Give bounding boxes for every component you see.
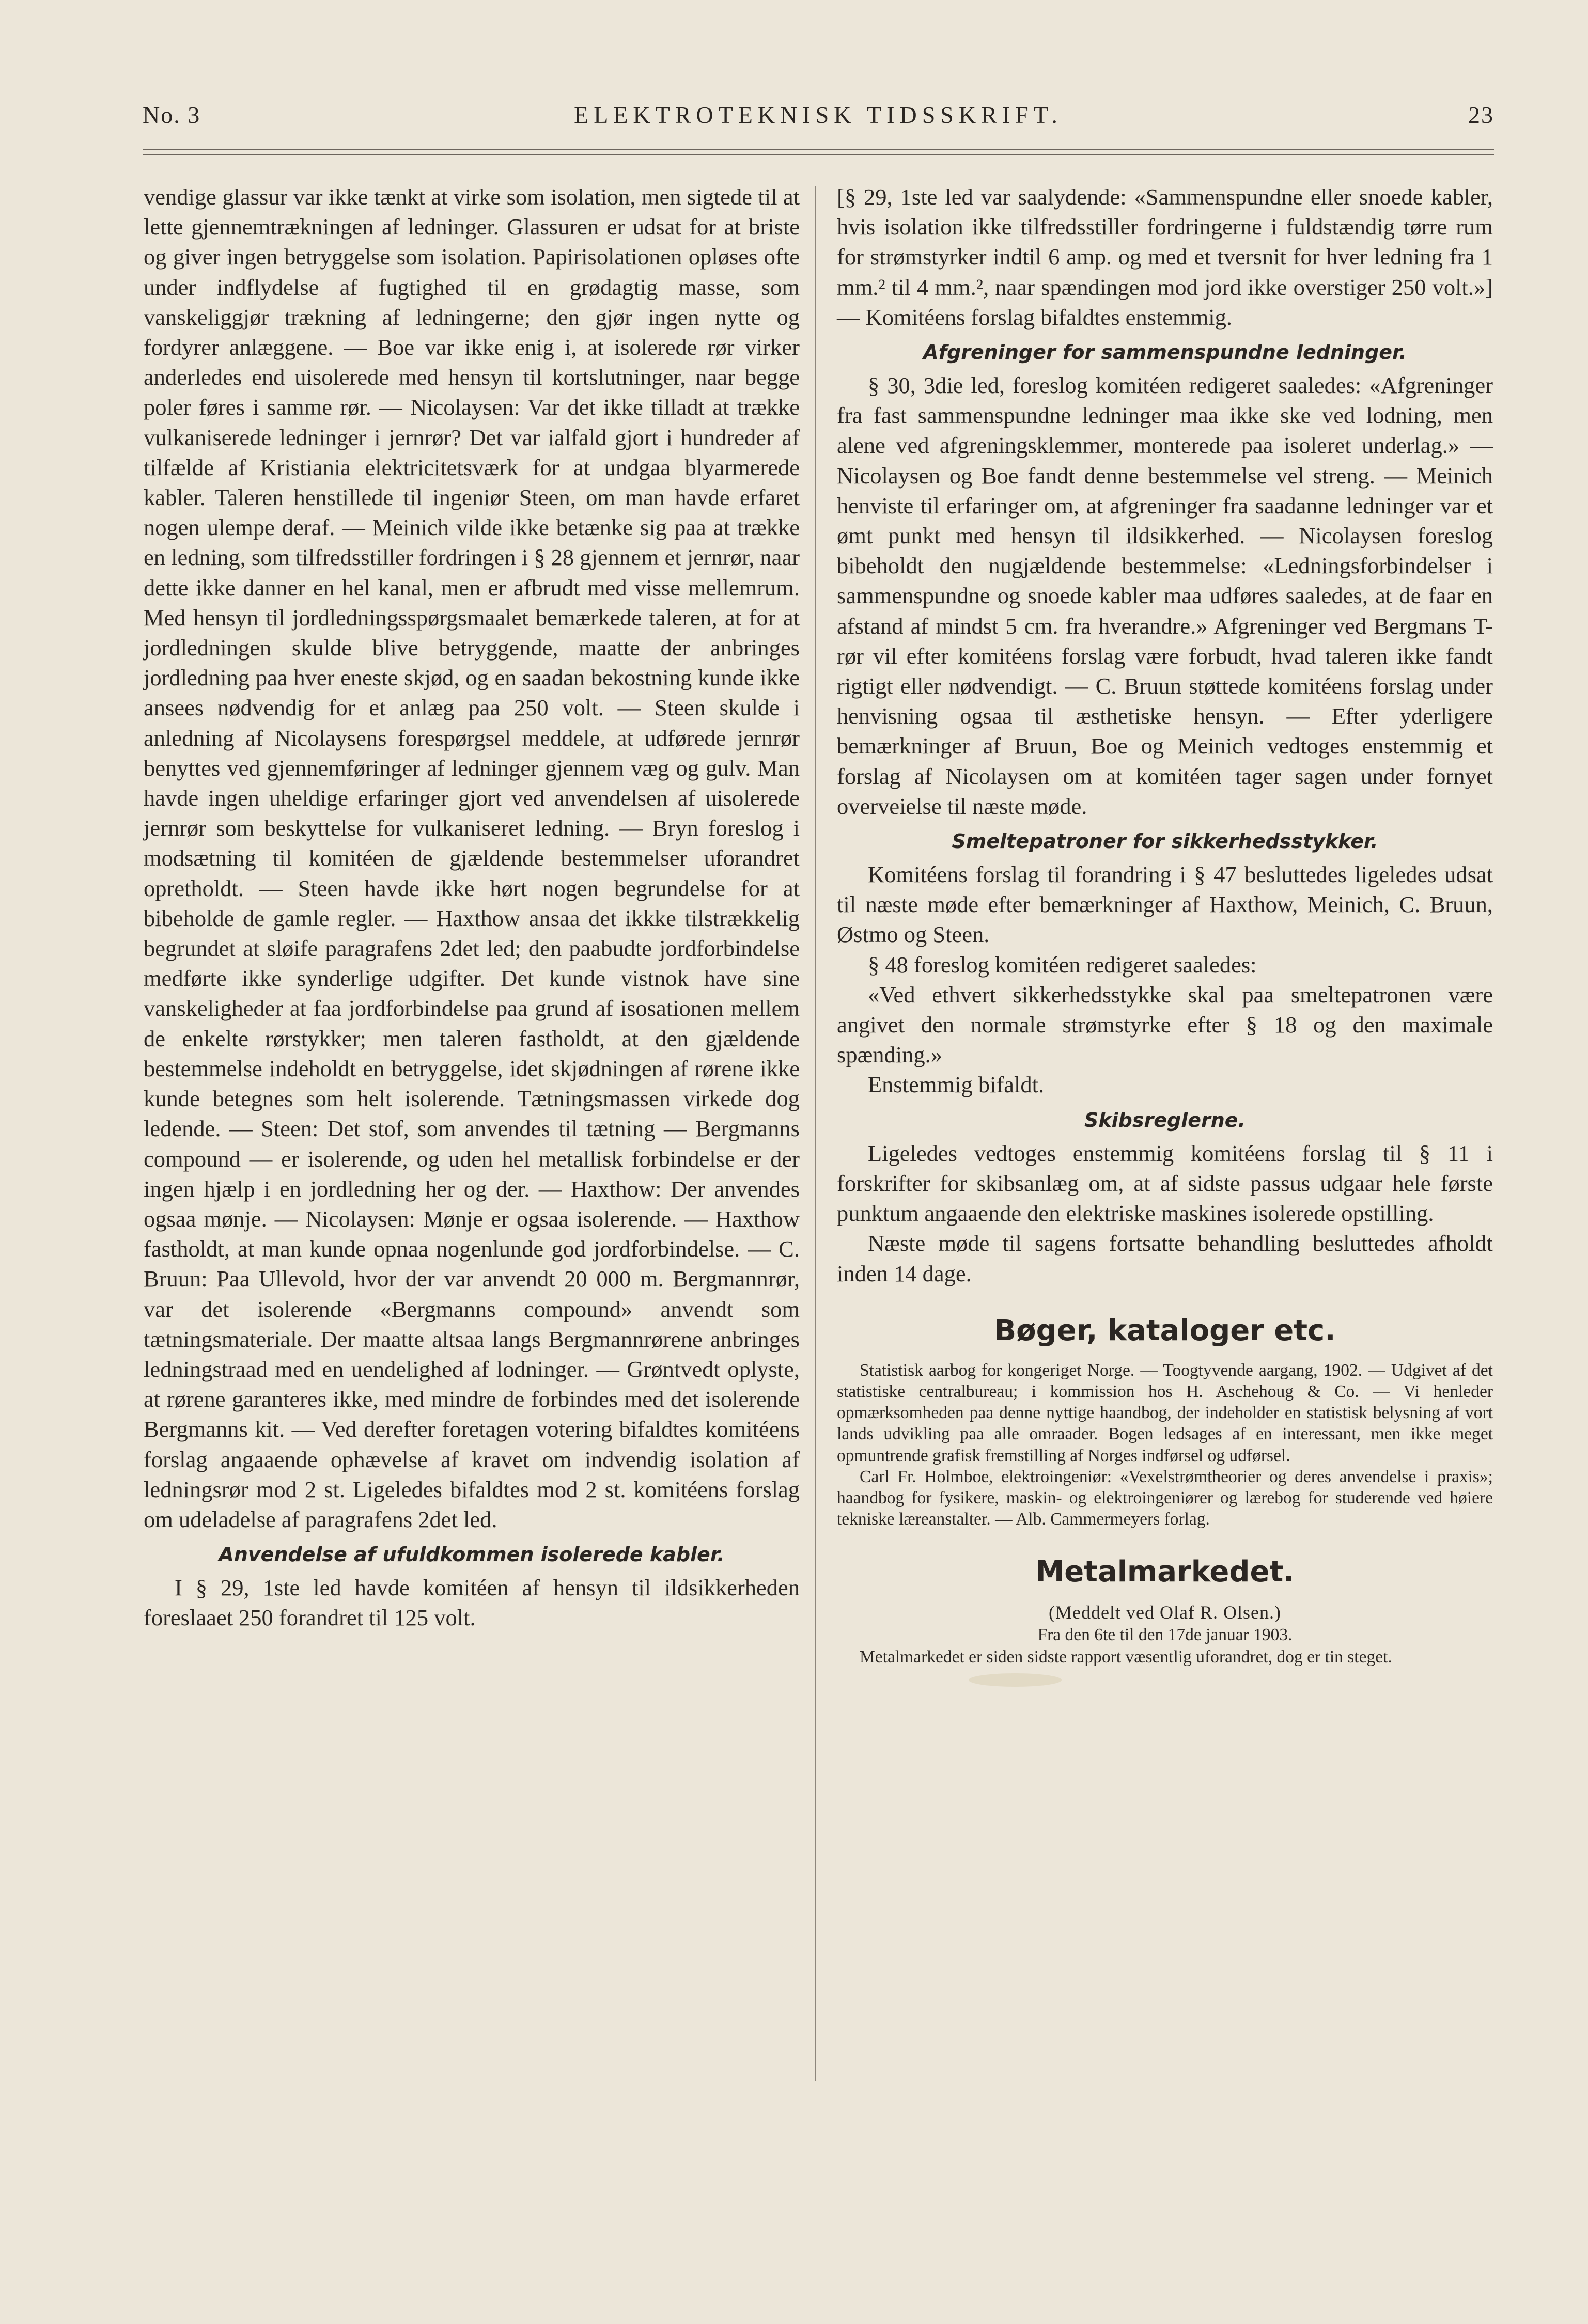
masthead: [143, 101, 1494, 137]
left-column: [144, 182, 800, 1633]
section-title-metal: Metalmarkedet.: [1035, 1555, 1295, 1589]
issue-number: No. 3: [143, 102, 201, 128]
column-divider: [815, 186, 816, 2081]
heading-smeltepatroner: Smeltepatroner for sikkerhedsstykker.: [952, 830, 1378, 853]
smeltepatroner-paragraph-2: § 48 foreslog komitéen redigeret saaledes:: [868, 951, 1257, 978]
left-paragraph-2: I § 29, 1ste led havde komitéen af hensyn til ildsikkerheden foreslaaet 250 forandret til 125 volt.: [144, 1575, 800, 1631]
smeltepatroner-paragraph-1: Komitéens forslag til forandring i § 47 besluttedes ligeledes udsat til næste møde efter bemærkninger af Haxthow, Meinich, C. Bruun, Østmo og Steen.: [837, 861, 1493, 948]
metal-credit: (Meddelt ved Olaf R. Olsen.): [1049, 1602, 1281, 1623]
left-paragraph-1: vendige glassur var ikke tænkt at virke som isolation, men sigtede til at lette gjennemtrækningen af ledninger. Glassuren er udsat for at briste og giver ingen betryggelse som isolation. Papirisolationen opløses ofte under indflydelse af fugtighed til en grødagtig masse, som vanskeliggjør trækning af ledningerne; den gjør ingen nytte og fordyrer anlæggene. — Boe var ikke enig i, at isolerede rør virker anderledes end uisolerede med hensyn til kortslutninger, naar begge poler føres i samme rør. — Nicolaysen: Var det ikke tilladt at trække vulkaniserede ledninger i jernrør? Det var ialfald gjort i hundreder af tilfælde af Kristiania elektricitetsværk for at undgaa blyarmerede kabler. Taleren henstillede til ingeniør Steen, om man havde erfaret nogen ulempe deraf. — Meinich vilde ikke betænke sig paa at trække en ledning, som tilfredsstiller fordringen i § 28 gjennem et jernrør, naar dette ikke danner en hel kanal, men er afbrudt med visse mellemrum. Med hensyn til jordledningsspørgsmaalet bemærkede taleren, at for at jordledningen skulde blive betryggende, maatte der anbringes jordledning paa hver eneste skjød, og en saadan bekostning kunde ikke ansees nødvendig for et anlæg paa 250 volt. — Steen skulde i anledning af Nicolaysens forespørgsel meddele, at udførede jernrør benyttes ved gjennemføringer af ledninger gjennem væg og gulv. Man havde ingen uheldige erfaringer gjort ved anvendelsen af uisolerede jernrør som beskyttelse for vulkaniseret ledning. — Bryn foreslog i modsætning til komitéen de gjældende bestemmelser uforandret opretholdt. — Steen havde ikke hørt nogen begrundelse for at bibeholde de gamle regler. — Haxthow ansaa det ikkke tilstrækkelig begrundet at sløife paragrafens 2det led; den paabudte jordforbindelse medførte ikke synderlige udgifter. Det kunde vistnok have sine vanskeligheder at faa jordforbindelse paa grund af isosationen mellem de enkelte rørstykker; men taleren fastholdt, at den gjældende bestemmelse indeholdt en betryggelse, idet skjødningen af rørene ikke kunde betegnes som helt isolerende. Tætningsmassen virkede dog ledende. — Steen: Det stof, som anvendes til tætning — Bergmanns compound — er isolerende, og uden hel metallisk forbindelse er der ingen hjælp i en jordledning her og der. — Haxthow: Der anvendes ogsaa mønje. — Nicolaysen: Mønje er ogsaa isolerende. — Haxthow fastholdt, at man kunde opnaa nogenlunde god jordforbindelse. — C. Bruun: Paa Ullevold, hvor der var anvendt 20 000 m. Bergmannrør, var det isolerende «Bergmanns compound» anvendt som tætningsmateriale. Der maatte altsaa langs Bergmannrørene anbringes ledningstraad med en uendelighed af lodninger. — Grøntvedt oplyste, at rørene garanteres ikke, med mindre de forbindes med det isolerende Bergmanns kit. — Ved derefter foretagen votering bifaldtes komitéens forslag angaaende ophævelse af kravet om indvendig isolation af ledningsrør mod 2 st. Ligeledes bifaldtes mod 2 st. komitéens forslag om udeladelse af paragrafens 2det led.: [144, 184, 800, 1532]
book-entry-aarbog: Statistisk aarbog for kongeriget Norge. — Toogtyvende aargang, 1902. — Udgivet af det statistiske centralbureau; i kommission hos H. Aschehoug & Co. — Vi henleder opmærksomheden paa denne nyttige haandbog, der indeholder en statistisk belysning af vort lands udvikling paa alle omraader. Bogen ledsages af en interessant, men ikke meget opmuntrende grafisk fremstilling af Norges indførsel og udførsel.: [837, 1360, 1493, 1465]
skibsreglerne-paragraph-2: Næste møde til sagens fortsatte behandling besluttedes afholdt inden 14 dage.: [837, 1230, 1493, 1286]
metal-date: Fra den 6te til den 17de januar 1903.: [1037, 1625, 1293, 1645]
metal-report: [837, 1646, 1493, 1668]
books-list: [837, 1360, 1493, 1530]
section-title-books: Bøger, kataloger etc.: [994, 1313, 1336, 1347]
header-rule-top: [143, 149, 1494, 150]
page-number: 23: [1468, 102, 1494, 128]
heading-anvendelse: Anvendelse af ufuldkommen isolerede kabler.: [219, 1543, 725, 1566]
paper-stain: [969, 1673, 1062, 1687]
smeltepatroner-paragraph-3: «Ved ethvert sikkerhedsstykke skal paa smeltepatronen være angivet den normale strømstyrke efter § 18 og den maximale spænding.»: [837, 981, 1493, 1068]
smeltepatroner-paragraph-4: Enstemmig bifaldt.: [868, 1072, 1045, 1098]
skibsreglerne-paragraph-1: Ligeledes vedtoges enstemmig komitéens forslag til § 11 i forskrifter for skibsanlæg om, at af sidste passus udgaar hele første punktum angaaende den elektriske maskines isolerede opstilling.: [837, 1140, 1493, 1227]
metal-report-text: Metalmarkedet er siden sidste rapport væsentlig uforandret, dog er tin steget.: [860, 1647, 1392, 1667]
afgreninger-paragraph: § 30, 3die led, foreslog komitéen redigeret saaledes: «Afgreninger fra fast sammenspundne ledninger maa ikke ske ved lodning, men alene ved afgreningsklemmer, monterede paa isoleret underlag.» — Nicolaysen og Boe fandt denne bestemmelse vel streng. — Meinich henviste til erfaringer om, at afgreninger fra saadanne ledninger var et ømt punkt med hensyn til ildsikkerhed. — Nicolaysen foreslog bibeholdt den nugjældende bestemmelse: «Ledningsforbindelser i sammenspundne og snoede kabler maa udføres saaledes, at de faar en afstand af mindst 5 cm. fra hverandre.» Afgreninger ved Bergmans T-rør vil efter komitéens forslag være forbudt, hvad taleren ikke fandt rigtigt eller nødvendigt. — C. Bruun støttede komitéens forslag under henvisning ogsaa til æsthetiske hensyn. — Efter yderligere bemærkninger af Bruun, Boe og Meinich vedtoges enstemmig et forslag af Nicolaysen om at komitéen tager sagen under fornyet overveielse til næste møde.: [837, 372, 1493, 819]
right-opening-paragraph: [§ 29, 1ste led var saalydende: «Sammenspundne eller snoede kabler, hvis isolation ikke tilfredsstiller fordringerne i fuldstændig tørre rum for strømstyrker indtil 6 amp. og med et tversnit for hver ledning fra 1 mm.² til 4 mm.², naar spændingen mod jord ikke overstiger 250 volt.»] — Komitéens forslag bifaldtes enstemmig.: [837, 184, 1493, 330]
heading-afgreninger: Afgreninger for sammenspundne ledninger.: [923, 341, 1407, 364]
header-rule-bottom: [143, 154, 1494, 155]
heading-skibsreglerne: Skibsreglerne.: [1084, 1108, 1246, 1132]
journal-title: ELEKTROTEKNISK TIDSSKRIFT.: [574, 102, 1063, 128]
right-column: [837, 182, 1493, 1668]
book-entry-holmboe: Carl Fr. Holmboe, elektroingeniør: «Vexelstrømtheorier og deres anvendelse i praxis»; haandbog for fysikere, maskin- og elektroingeniører og lærebog for studerende ved høiere tekniske læreanstalter. — Alb. Cammermeyers forlag.: [837, 1467, 1493, 1529]
